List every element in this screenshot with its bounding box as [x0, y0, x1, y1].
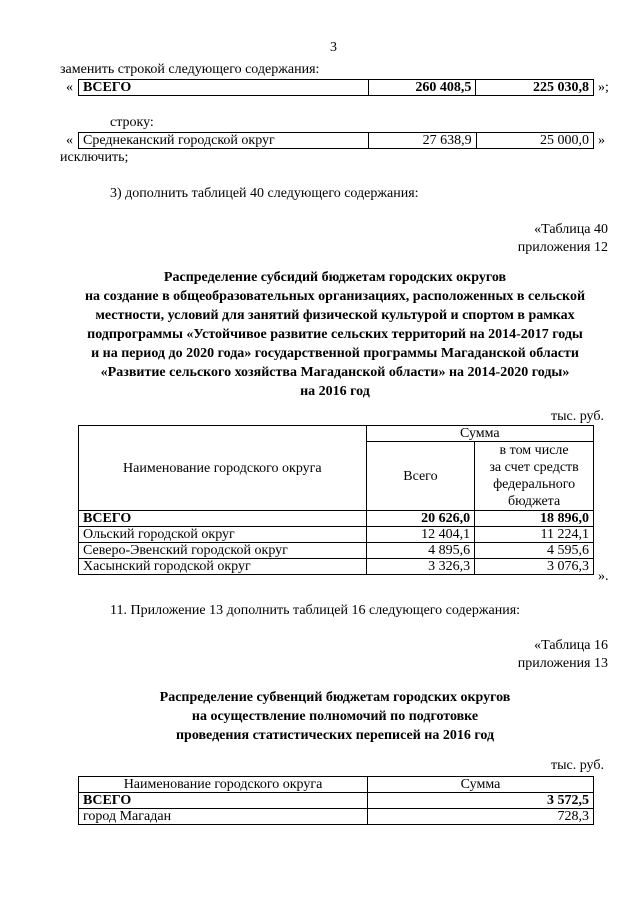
table-row [79, 80, 594, 96]
open-quote: « [66, 80, 73, 95]
header-sum: Сумма [366, 426, 593, 442]
row-federal: 3 076,3 [475, 559, 594, 575]
title-line: Распределение субвенций бюджетам городских округов [159, 690, 511, 705]
table-header-row [79, 777, 594, 793]
header-total: Всего [366, 442, 475, 511]
row-name: Ольский городской округ [79, 527, 367, 543]
row-total: 3 326,3 [366, 559, 475, 575]
row-name: ВСЕГО [79, 511, 367, 527]
srednekan-table [78, 132, 594, 149]
title-line: Распределение субсидий бюджетам городских округов [163, 270, 507, 285]
page-number: 3 [330, 40, 337, 55]
table40-ref-line2: приложения 12 [517, 240, 608, 255]
close-quote: » [598, 133, 605, 148]
table-row [79, 793, 594, 809]
table-row [79, 559, 594, 575]
table40-close-quote: ». [598, 569, 609, 584]
table16-units: тыс. руб. [551, 758, 604, 773]
table-row [79, 527, 594, 543]
table-row [79, 543, 594, 559]
line-text: строку: [110, 115, 154, 130]
title-line: подпрограммы «Устойчивое развитие сельских территорий на 2014-2017 годы [87, 327, 583, 342]
table-row [79, 809, 594, 825]
table40 [78, 425, 594, 575]
title-line: на создание в общеобразовательных организациях, расположенных в сельской [84, 289, 586, 304]
header-federal-line: в том числе [499, 443, 569, 458]
table-row [79, 511, 594, 527]
table16-ref-line2: приложения 13 [517, 656, 608, 671]
title-line: «Развитие сельского хозяйства Магаданской области» на 2014-2020 годы» [100, 365, 570, 380]
title-line: на 2016 год [300, 384, 370, 399]
header-federal-line: бюджета [507, 494, 561, 509]
exclude-text: исключить; [60, 150, 129, 165]
table40-units: тыс. руб. [551, 409, 604, 424]
row-sum: 3 572,5 [368, 793, 594, 809]
table16-title [40, 688, 630, 745]
table40-ref-line1: «Таблица 40 [534, 222, 608, 237]
row-sum: 728,3 [368, 809, 594, 825]
replacement-total-table [78, 79, 594, 96]
table16 [78, 776, 594, 825]
row-value-2: 25 000,0 [476, 133, 593, 149]
row-name: город Магадан [79, 809, 368, 825]
row-total: 20 626,0 [366, 511, 475, 527]
title-line: местности, условий для занятий физической культурой и спортом в рамках [95, 308, 575, 323]
table40-title [40, 268, 630, 401]
row-federal: 18 896,0 [475, 511, 594, 527]
table-row [79, 133, 594, 149]
header-federal [475, 442, 594, 511]
item11-text: 11. Приложение 13 дополнить таблицей 16 следующего содержания: [110, 603, 521, 618]
header-federal-line: за счет средств [489, 460, 579, 475]
row-name: ВСЕГО [79, 793, 368, 809]
row-name: Среднеканский городской округ [79, 133, 369, 149]
row-total: 12 404,1 [366, 527, 475, 543]
replace-text: заменить строкой следующего содержания: [60, 62, 320, 77]
title-line: и на период до 2020 года» государственной программы Магаданской области [91, 346, 579, 361]
item3-text: 3) дополнить таблицей 40 следующего содержания: [110, 186, 419, 201]
row-value-1: 27 638,9 [369, 133, 477, 149]
table-header-row [79, 426, 594, 442]
header-name: Наименование городского округа [79, 426, 367, 511]
row-total: 4 895,6 [366, 543, 475, 559]
row-name: Хасынский городской округ [79, 559, 367, 575]
header-name: Наименование городского округа [79, 777, 368, 793]
header-sum: Сумма [368, 777, 594, 793]
title-line: проведения статистических переписей на 2016 год [175, 728, 495, 743]
row-name: ВСЕГО [79, 80, 369, 96]
row-federal: 11 224,1 [475, 527, 594, 543]
row-value-2: 225 030,8 [476, 80, 594, 96]
row-federal: 4 595,6 [475, 543, 594, 559]
close-quote: »; [598, 80, 609, 95]
row-name: Северо-Эвенский городской округ [79, 543, 367, 559]
table16-ref-line1: «Таблица 16 [534, 638, 608, 653]
header-federal-line: федерального [493, 477, 576, 492]
title-line: на осуществление полномочий по подготовке [191, 709, 479, 724]
open-quote: « [66, 133, 73, 148]
row-value-1: 260 408,5 [368, 80, 476, 96]
